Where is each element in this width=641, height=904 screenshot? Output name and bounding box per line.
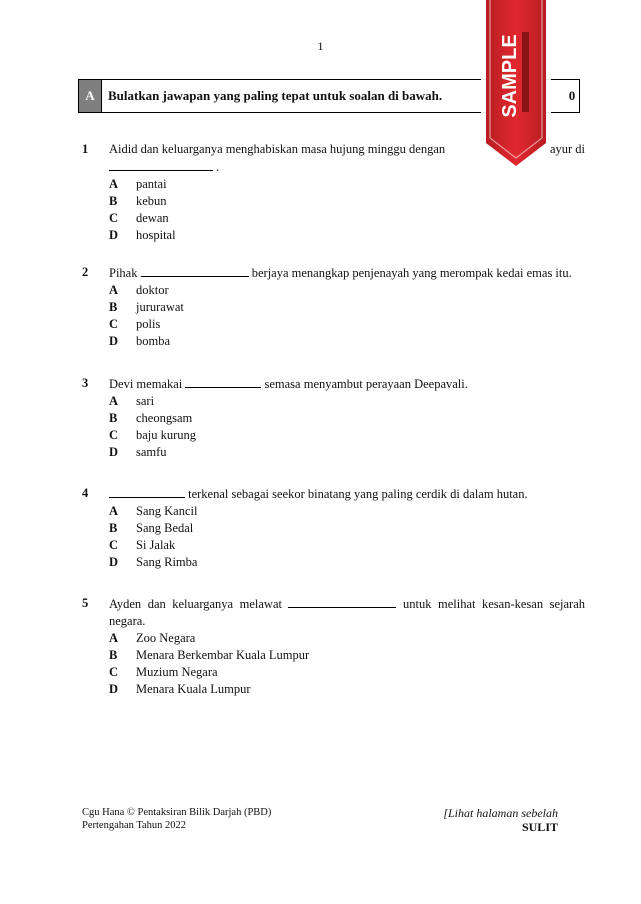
option-c[interactable] [109,664,585,681]
option-text: Sang Rimba [136,555,198,569]
option-c[interactable] [109,537,585,554]
option-c[interactable] [109,316,585,333]
option-letter: B [109,300,118,314]
option-text: Zoo Negara [136,631,196,645]
footer-sulit: SULIT [521,820,558,834]
question-text-before: Pihak [109,266,138,280]
answer-blank [288,595,396,608]
question-text-after: terkenal sebagai seekor binatang yang paling cerdik di dalam hutan. [188,487,528,501]
options-list [109,503,585,571]
question-number: 3 [82,376,89,390]
answer-blank [141,264,249,277]
answer-blank [109,485,185,498]
option-b[interactable] [109,410,585,427]
option-a[interactable] [109,393,585,410]
option-c[interactable] [109,210,585,227]
option-text: doktor [136,283,169,297]
option-d[interactable] [109,681,585,698]
option-d[interactable] [109,554,585,571]
option-letter: B [109,521,118,535]
option-letter: A [109,394,119,408]
option-d[interactable] [109,227,585,244]
footer-left [82,806,271,832]
question-2 [82,264,585,350]
option-b[interactable] [109,647,585,664]
option-text: dewan [136,211,169,225]
answer-blank [109,158,213,171]
question-text-mid: ayur di [549,142,585,156]
option-a[interactable] [109,503,585,520]
option-text: Muzium Negara [136,665,218,679]
option-a[interactable] [109,630,585,647]
option-c[interactable] [109,427,585,444]
question-number: 2 [82,265,89,279]
option-letter: C [109,538,119,552]
option-a[interactable] [109,176,585,193]
option-d[interactable] [109,333,585,350]
option-letter: A [109,177,119,191]
options-list [109,282,585,350]
footer-copyright: Cgu Hana © Pentaksiran Bilik Darjah (PBD) [82,807,272,818]
question-text-before: Devi memakai [109,377,183,391]
option-letter: A [109,283,119,297]
option-text: sari [136,394,155,408]
option-letter: B [109,411,118,425]
option-text: baju kurung [136,428,197,442]
option-text: Menara Berkembar Kuala Lumpur [136,648,310,662]
option-text: samfu [136,445,167,459]
footer-right [443,806,558,834]
option-letter: A [109,504,119,518]
footer-next-page: [Lihat halaman sebelah [443,806,558,820]
option-b[interactable] [109,520,585,537]
option-d[interactable] [109,444,585,461]
option-letter: B [109,648,118,662]
option-letter: C [109,665,119,679]
answer-blank [185,375,261,388]
options-list [109,176,585,244]
section-marks: 0 [568,88,576,103]
question-number: 5 [82,596,89,610]
option-text: pantai [136,177,167,191]
question-text-before: Ayden dan keluarganya melawat [109,597,282,611]
question-3 [82,375,585,461]
page-number: 1 [317,39,324,53]
option-letter: C [109,317,119,331]
options-list [109,393,585,461]
option-letter: D [109,334,119,348]
option-letter: D [109,682,119,696]
question-5 [82,595,585,698]
question-4 [82,485,585,571]
section-letter: A [79,80,102,112]
question-number: 1 [82,142,89,156]
option-text: Sang Kancil [136,504,198,518]
option-text: Si Jalak [136,538,176,552]
question-text-after: . [216,160,220,174]
option-text: jururawat [136,300,184,314]
option-text: Sang Bedal [136,521,194,535]
option-text: polis [136,317,161,331]
section-instruction: Bulatkan jawapan yang paling tepat untuk soalan di bawah. [108,88,443,103]
option-b[interactable] [109,193,585,210]
option-text: bomba [136,334,171,348]
option-a[interactable] [109,282,585,299]
footer-term: Pertengahan Tahun 2022 [82,820,187,831]
question-text-before: Aidid dan keluarganya menghabiskan masa hujung minggu dengan [109,142,446,156]
option-letter: B [109,194,118,208]
option-text: hospital [136,228,176,242]
option-letter: D [109,445,119,459]
question-text-after: berjaya menangkap penjenayah yang merompak kedai emas itu. [251,266,572,280]
option-text: kebun [136,194,167,208]
question-text-after: semasa menyambut perayaan Deepavali. [264,377,468,391]
sample-ribbon-watermark [478,0,554,176]
option-letter: D [109,228,119,242]
option-text: cheongsam [136,411,193,425]
question-text-after: untuk melihat kesan-kesan sejarah negara. [109,597,585,628]
option-letter: D [109,555,119,569]
question-number: 4 [82,486,89,500]
watermark-text: SAMPLE [499,34,521,118]
options-list [109,630,585,698]
option-b[interactable] [109,299,585,316]
option-letter: C [109,211,119,225]
option-letter: C [109,428,119,442]
option-text: Menara Kuala Lumpur [136,682,251,696]
option-letter: A [109,631,119,645]
